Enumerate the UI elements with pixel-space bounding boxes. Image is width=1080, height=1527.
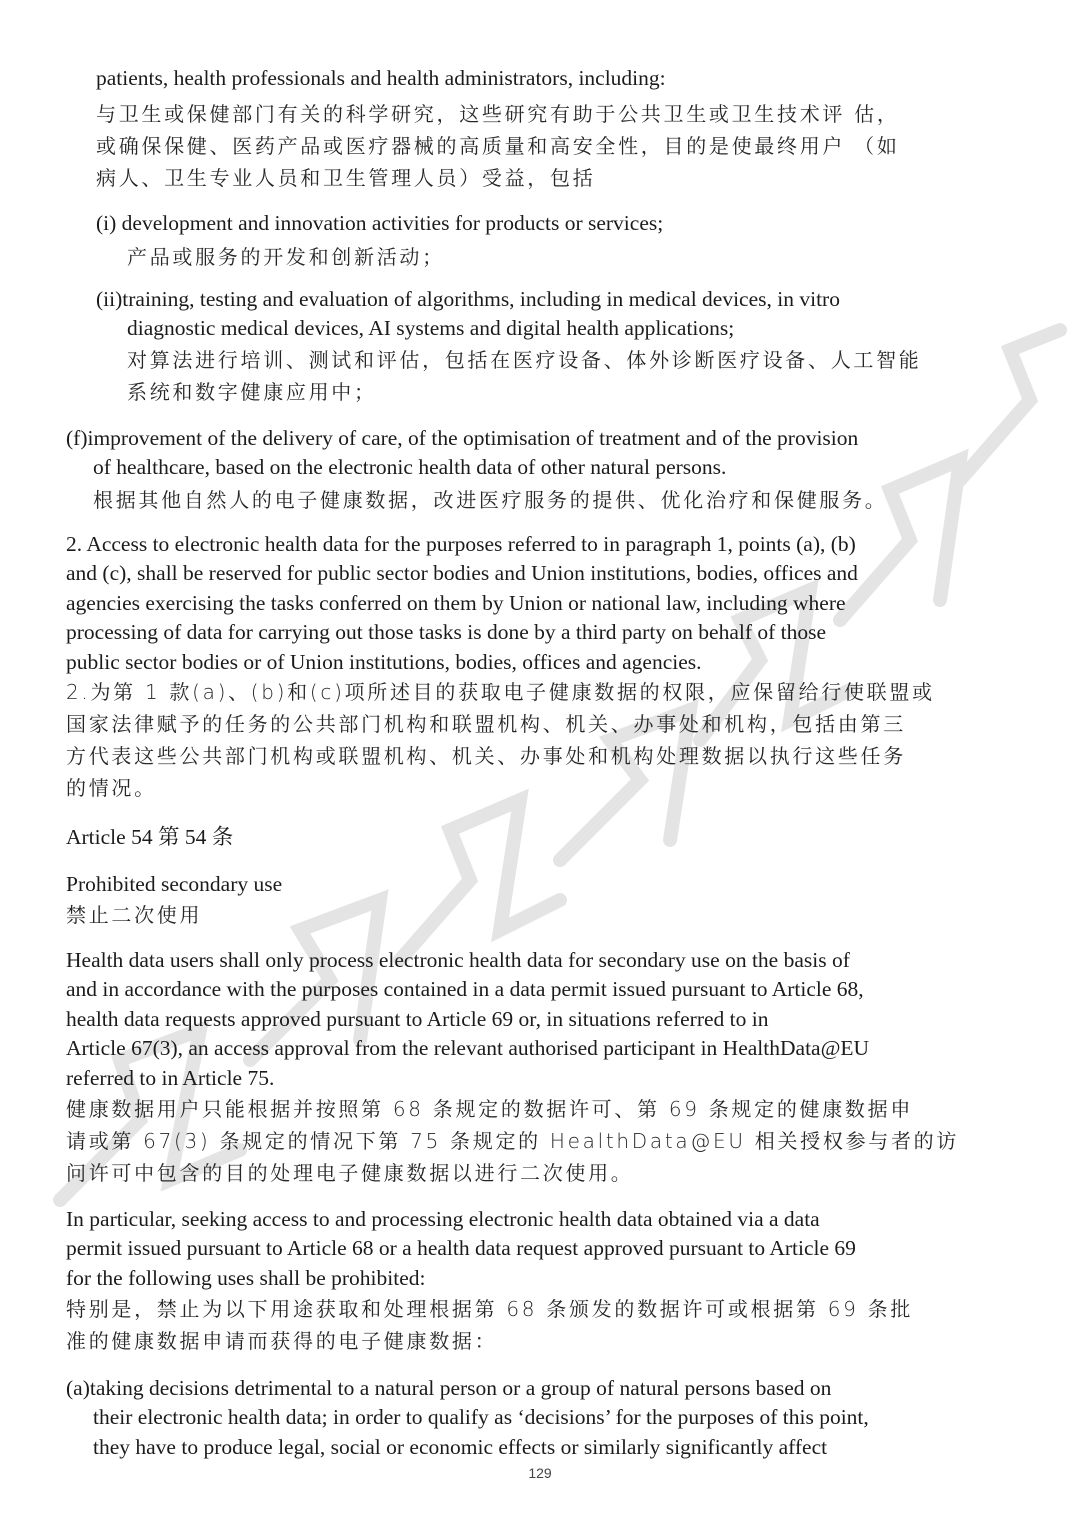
item-ii-en: (ii)training, testing and evaluation of algorithms, including in medical devices, in vitro diagnostic medical devices, AI systems and digital health applications; (96, 287, 840, 341)
paragraph-2-en: 2. Access to electronic health data for the purposes referred to in paragraph 1, points (a), (b) and (c), shall be reserved for public sector bodies and Union institutions, bodies, offices and agencies exercising the tasks conferred on them by Union or national law, including where processing of data for carrying out those tasks is done by a third party on behalf of those public sector bodies or of Union institutions, bodies, offices and agencies. (66, 532, 858, 674)
health-users-en: Health data users shall only process electronic health data for secondary use on the basis of and in accordance with the purposes contained in a data permit issued pursuant to Article 68, health data requests approved pursuant to Article 69 or, in situations referred to in Article 67(3), an access approval from the relevant authorised participant in HealthData@EU referred to in Article 75. (66, 948, 870, 1090)
paragraph-2-zh: 2.为第 1 款(a)、(b)和(c)项所述目的获取电子健康数据的权限，应保留给行使联盟或 国家法律赋予的任务的公共部门机构和联盟机构、机关、办事处和机构，包括由第三 方代表这些公共部门机构或联盟机构、机关、办事处和机构处理数据以执行这些任务 的情况。 (66, 680, 935, 800)
page-number: 129 (528, 1465, 552, 1481)
item-ii-zh: 对算法进行培训、测试和评估，包括在医疗设备、体外诊断医疗设备、人工智能 系统和数字健康应用中； (127, 348, 922, 404)
item-i-en: (i) development and innovation activities for products or services; (96, 211, 664, 235)
in-particular-en: In particular, seeking access to and processing electronic health data obtained via a data permit issued pursuant to Article 68 or a health data request approved pursuant to Article 69 for the following uses shall be prohibited: (66, 1207, 856, 1290)
in-particular-zh: 特别是，禁止为以下用途获取和处理根据第 68 条颁发的数据许可或根据第 69 条批 准的健康数据申请而获得的电子健康数据： (66, 1297, 914, 1353)
article-title-en: Prohibited secondary use (66, 872, 283, 896)
item-f-zh: 根据其他自然人的电子健康数据，改进医疗服务的提供、优化治疗和保健服务。 (93, 488, 888, 512)
intro-text-zh: 与卫生或保健部门有关的科学研究，这些研究有助于公共卫生或卫生技术评 估， 或确保保健、医药产品或医疗器械的高质量和高安全性，目的是使最终用户 （如 病人、卫生专业人员和卫生管理人员）受益，包括 (96, 102, 900, 190)
intro-text-en: patients, health professionals and health administrators, including: (96, 66, 666, 90)
item-f-en: (f)improvement of the delivery of care, of the optimisation of treatment and of the provision of healthcare, based on the electronic health data of other natural persons. (66, 426, 859, 480)
article-heading: Article 54 第 54 条 (66, 825, 234, 849)
article-title-zh: 禁止二次使用 (66, 903, 203, 927)
health-users-zh: 健康数据用户只能根据并按照第 68 条规定的数据许可、第 69 条规定的健康数据申 请或第 67(3) 条规定的情况下第 75 条规定的 HealthData@EU 相关授权参与者的访 问许可中包含的目的处理电子健康数据以进行二次使用。 (66, 1097, 960, 1185)
item-i-zh: 产品或服务的开发和创新活动； (127, 245, 445, 269)
item-a-en: (a)taking decisions detrimental to a natural person or a group of natural persons based on their electronic health data; in order to qualify as ‘decisions’ for the purposes of this point, they have to produce legal, social or economic effects or similarly significantly affect (66, 1376, 869, 1459)
